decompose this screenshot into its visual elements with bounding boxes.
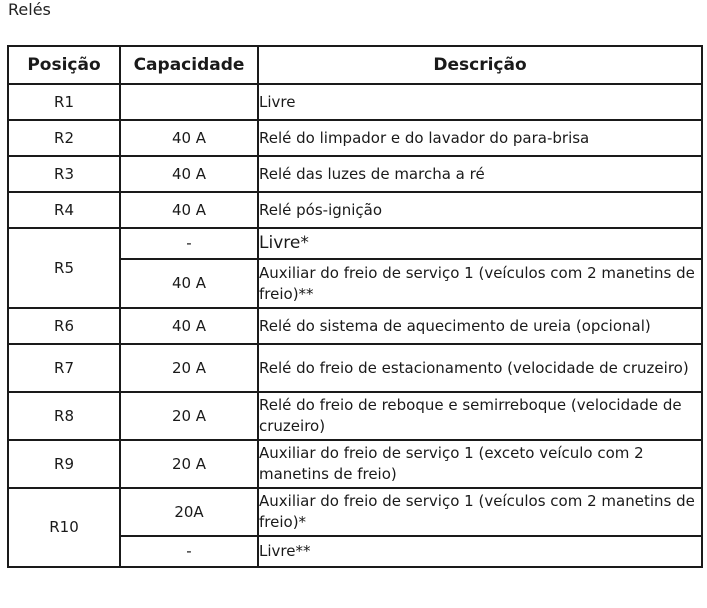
table-header-row bbox=[8, 46, 702, 84]
cell-description: Relé do limpador e do lavador do para-brisa bbox=[258, 120, 702, 156]
section-title: Relés bbox=[8, 0, 51, 19]
table-row bbox=[8, 344, 702, 392]
cell-description: Relé pós-ignição bbox=[258, 192, 702, 228]
cell-position: R4 bbox=[8, 192, 120, 228]
cell-position: R1 bbox=[8, 84, 120, 120]
cell-capacity: 20 A bbox=[120, 392, 258, 440]
cell-description: Relé do freio de reboque e semirreboque (velocidade de cruzeiro) bbox=[258, 392, 702, 440]
cell-description: Auxiliar do freio de serviço 1 (veículos com 2 manetins de freio)** bbox=[258, 259, 702, 308]
cell-description: Relé das luzes de marcha a ré bbox=[258, 156, 702, 192]
cell-capacity: 40 A bbox=[120, 192, 258, 228]
cell-description: Auxiliar do freio de serviço 1 (exceto veículo com 2 manetins de freio) bbox=[258, 440, 702, 488]
cell-description: Livre bbox=[258, 84, 702, 120]
relays-table bbox=[7, 45, 703, 568]
table-row bbox=[8, 228, 702, 259]
table-row bbox=[8, 392, 702, 440]
cell-description: Livre* bbox=[258, 228, 702, 259]
cell-capacity: - bbox=[120, 536, 258, 567]
table-row bbox=[8, 120, 702, 156]
table-row bbox=[8, 308, 702, 344]
cell-position: R5 bbox=[8, 228, 120, 308]
table-row bbox=[8, 488, 702, 536]
table-row bbox=[8, 192, 702, 228]
cell-position: R9 bbox=[8, 440, 120, 488]
cell-capacity: - bbox=[120, 228, 258, 259]
table-row bbox=[8, 156, 702, 192]
cell-description: Relé do freio de estacionamento (velocidade de cruzeiro) bbox=[258, 344, 702, 392]
cell-capacity: 20 A bbox=[120, 440, 258, 488]
cell-position: R8 bbox=[8, 392, 120, 440]
cell-description: Livre** bbox=[258, 536, 702, 567]
cell-capacity bbox=[120, 84, 258, 120]
cell-position: R3 bbox=[8, 156, 120, 192]
cell-capacity: 40 A bbox=[120, 259, 258, 308]
table-row bbox=[8, 84, 702, 120]
cell-capacity: 20 A bbox=[120, 344, 258, 392]
cell-position: R7 bbox=[8, 344, 120, 392]
cell-capacity: 40 A bbox=[120, 156, 258, 192]
cell-capacity: 40 A bbox=[120, 120, 258, 156]
header-position: Posição bbox=[8, 46, 120, 84]
header-capacity: Capacidade bbox=[120, 46, 258, 84]
table-row bbox=[8, 440, 702, 488]
cell-position: R10 bbox=[8, 488, 120, 567]
header-description: Descrição bbox=[258, 46, 702, 84]
cell-position: R6 bbox=[8, 308, 120, 344]
cell-description: Relé do sistema de aquecimento de ureia (opcional) bbox=[258, 308, 702, 344]
cell-capacity: 40 A bbox=[120, 308, 258, 344]
cell-capacity: 20A bbox=[120, 488, 258, 536]
cell-position: R2 bbox=[8, 120, 120, 156]
cell-description: Auxiliar do freio de serviço 1 (veículos com 2 manetins de freio)* bbox=[258, 488, 702, 536]
